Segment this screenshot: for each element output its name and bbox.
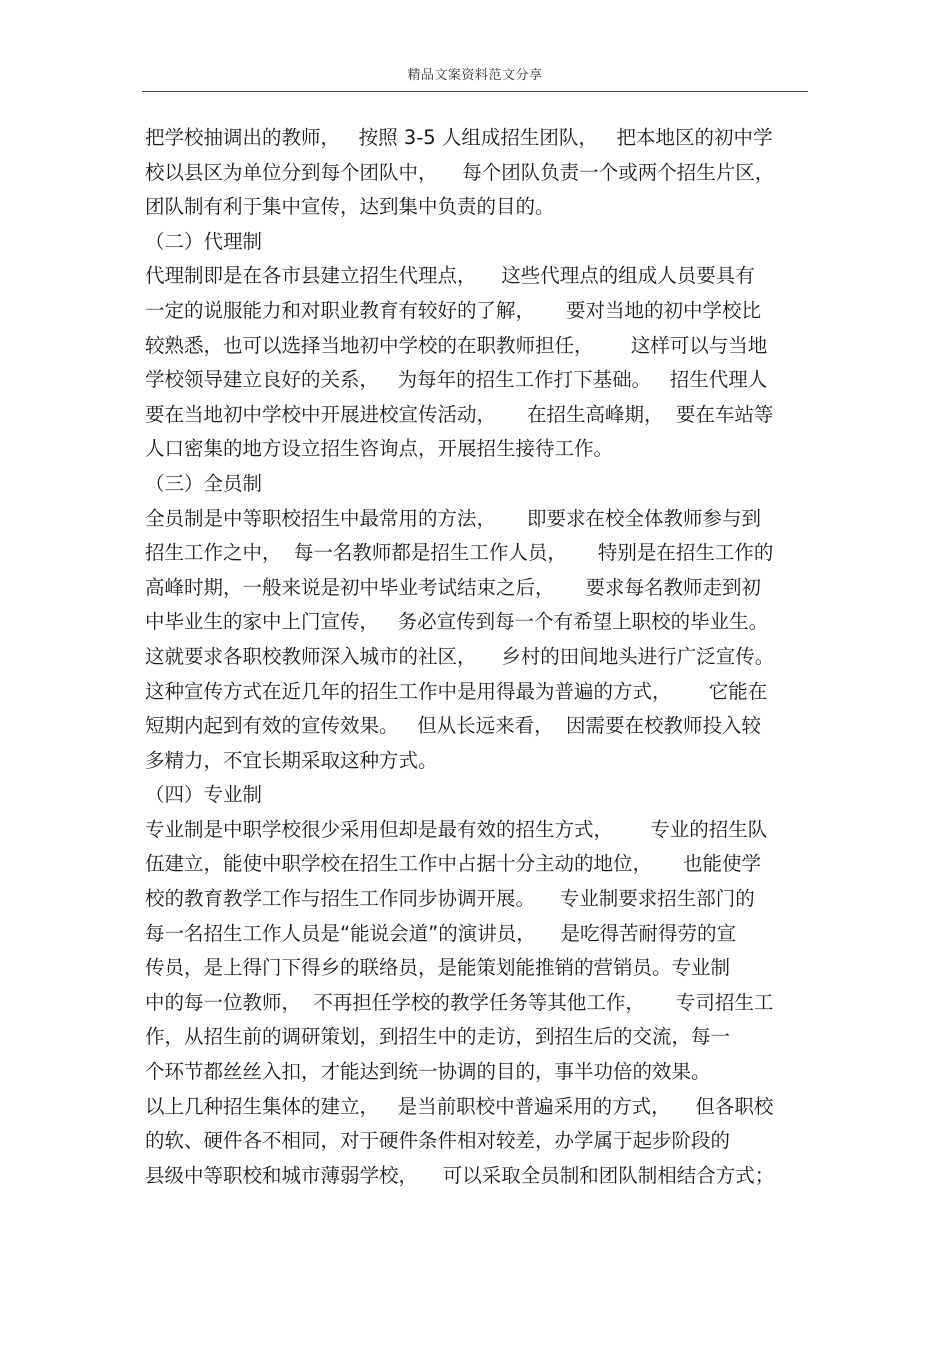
paragraph-line: 这种宣传方式在近几年的招生工作中是用得最为普遍的方式， 它能在 xyxy=(145,679,768,703)
paragraph-line: 作，从招生前的调研策划，到招生中的走访，到招生后的交流，每一 xyxy=(145,1025,731,1049)
paragraph-line: 多精力，不宜长期采取这种方式。 xyxy=(145,748,438,772)
paragraph-line: 传员，是上得门下得乡的联络员，是能策划能推销的营销员。专业制 xyxy=(145,956,731,980)
paragraph-line: 学校领导建立良好的关系， 为每年的招生工作打下基础。 招生代理人 xyxy=(145,368,768,392)
paragraph-line: 人口密集的地方设立招生咨询点，开展招生接待工作。 xyxy=(145,437,614,461)
paragraph-line: 中的每一位教师， 不再担任学校的教学任务等其他工作， 专司招生工 xyxy=(145,990,774,1014)
paragraph-line: 个环节都丝丝入扣，才能达到统一协调的目的，事半功倍的效果。 xyxy=(145,1060,711,1084)
paragraph-line: 这就要求各职校教师深入城市的社区， 乡村的田间地头进行广泛宣传。 xyxy=(145,644,775,668)
section-heading: （四）专业制 xyxy=(145,783,263,807)
paragraph-line: 每一名招生工作人员是“能说会道”的演讲员， 是吃得苦耐得劳的宣 xyxy=(145,921,736,945)
paragraph-line: 招生工作之中， 每一名教师都是招生工作人员， 特别是在招生工作的 xyxy=(145,541,774,565)
paragraph-line: 校以县区为单位分到每个团队中， 每个团队负责一个或两个招生片区， xyxy=(145,160,775,184)
section-heading: （二）代理制 xyxy=(145,229,263,253)
page-header-title: 精品文案资料范文分享 xyxy=(407,68,543,83)
header-divider xyxy=(142,91,808,92)
paragraph-line: 要在当地初中学校中开展进校宣传活动， 在招生高峰期， 要在车站等 xyxy=(145,402,774,426)
paragraph-line: 以上几种招生集体的建立， 是当前职校中普遍采用的方式， 但各职校 xyxy=(145,1094,774,1118)
paragraph-line: 短期内起到有效的宣传效果。 但从长远来看， 因需要在校教师投入较 xyxy=(145,714,761,738)
paragraph-line: 全员制是中等职校招生中最常用的方法， 即要求在校全体教师参与到 xyxy=(145,506,761,530)
section-heading: （三）全员制 xyxy=(145,471,263,495)
paragraph-line: 高峰时期，一般来说是初中毕业考试结束之后， 要求每名教师走到初 xyxy=(145,575,761,599)
paragraph-line: 中毕业生的家中上门宣传， 务必宣传到每一个有希望上职校的毕业生。 xyxy=(145,610,769,634)
paragraph-line: 团队制有利于集中宣传，达到集中负责的目的。 xyxy=(145,195,555,219)
paragraph-line: 专业制是中职学校很少采用但却是最有效的招生方式， 专业的招生队 xyxy=(145,817,768,841)
paragraph-line: 县级中等职校和城市薄弱学校， 可以采取全员制和团队制相结合方式； xyxy=(145,1163,775,1187)
paragraph-line: 把学校抽调出的教师， 按照 3-5 人组成招生团队， 把本地区的初中学 xyxy=(145,126,773,149)
paragraph-line: 伍建立，能使中职学校在招生工作中占据十分主动的地位， 也能使学 xyxy=(145,852,761,876)
document-body xyxy=(145,121,813,1193)
paragraph-line: 一定的说服能力和对职业教育有较好的了解， 要对当地的初中学校比 xyxy=(145,298,761,322)
paragraph-line: 较熟悉，也可以选择当地初中学校的在职教师担任， 这样可以与当地 xyxy=(145,333,768,357)
paragraph-line: 代理制即是在各市县建立招生代理点， 这些代理点的组成人员要具有 xyxy=(145,264,755,288)
paragraph-line: 的软、硬件各不相同，对于硬件条件相对较差，办学属于起步阶段的 xyxy=(145,1129,731,1153)
paragraph-line: 校的教育教学工作与招生工作同步协调开展。 专业制要求招生部门的 xyxy=(145,887,755,911)
